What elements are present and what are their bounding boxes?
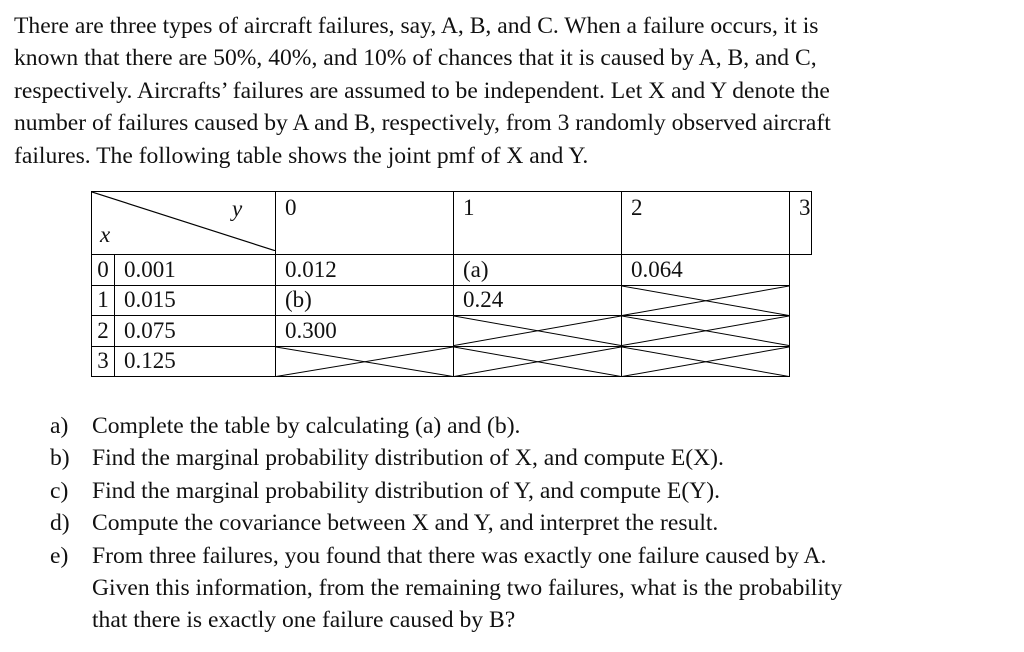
- column-header: 3: [790, 192, 812, 255]
- question-text: Find the marginal probability distribution of Y, and compute E(Y).: [92, 477, 720, 504]
- question-text: From three failures, you found that there was exactly one failure caused by A.: [92, 542, 827, 569]
- row-header: 0: [92, 255, 115, 286]
- question-text: Given this information, from the remaining two failures, what is the probability: [92, 575, 843, 602]
- y-variable-label: y: [232, 196, 243, 221]
- table-cell: 0.075: [115, 316, 276, 347]
- question-text: Find the marginal probability distribution of X, and compute E(X).: [92, 445, 724, 472]
- table-row: [92, 346, 812, 377]
- crossed-out-cell: [454, 346, 622, 377]
- table-corner-cell: [92, 192, 276, 255]
- table-cell: 0.012: [276, 255, 454, 286]
- question-label: e): [50, 542, 69, 569]
- question-item: [50, 540, 1000, 637]
- crossed-out-cell: [622, 285, 790, 316]
- question-text: Compute the covariance between X and Y, and interpret the result.: [92, 510, 719, 537]
- intro-line: known that there are 50%, 40%, and 10% of chances that it is caused by A, B, and C,: [14, 45, 817, 72]
- table-cell: 0.300: [276, 316, 454, 347]
- x-variable-label: x: [100, 222, 111, 247]
- corner-diagonal: [92, 192, 276, 251]
- intro-line: respectively. Aircrafts’ failures are assumed to be independent. Let X and Y denote the: [14, 77, 830, 104]
- joint-pmf-table: [91, 191, 812, 377]
- table-header-row: [92, 192, 812, 255]
- question-item: [50, 442, 1000, 474]
- table-row: [92, 316, 812, 347]
- table-row: [92, 255, 812, 286]
- question-text: that there is exactly one failure caused by B?: [92, 607, 516, 634]
- table-cell: (a): [454, 255, 622, 286]
- table-row: [92, 285, 812, 316]
- crossed-out-cell: [622, 316, 790, 347]
- crossed-out-cell: [622, 346, 790, 377]
- question-item: [50, 507, 1000, 539]
- column-header: 1: [454, 192, 622, 255]
- crossed-out-cell: [454, 316, 622, 347]
- intro-line: There are three types of aircraft failures, say, A, B, and C. When a failure occurs, it is: [14, 13, 819, 39]
- table-cell: 0.015: [115, 285, 276, 316]
- question-text: Complete the table by calculating (a) and (b).: [92, 413, 521, 439]
- table-cell: 0.001: [115, 255, 276, 286]
- row-header: 1: [92, 285, 115, 316]
- question-item: [50, 475, 1000, 507]
- question-list: [50, 410, 1000, 637]
- column-header: 2: [622, 192, 790, 255]
- intro-line: failures. The following table shows the joint pmf of X and Y.: [14, 142, 589, 169]
- crossed-out-cell: [276, 346, 454, 377]
- column-header: 0: [276, 192, 454, 255]
- question-label: a): [50, 413, 69, 439]
- problem-statement: [14, 10, 1014, 172]
- question-label: d): [50, 510, 70, 537]
- question-label: c): [50, 477, 69, 504]
- intro-line: number of failures caused by A and B, respectively, from 3 randomly observed aircraft: [14, 110, 831, 137]
- table-cell: 0.24: [454, 285, 622, 316]
- row-header: 3: [92, 346, 115, 377]
- question-label: b): [50, 445, 70, 472]
- table-cell: 0.125: [115, 346, 276, 377]
- table-cell: 0.064: [622, 255, 790, 286]
- table-cell: (b): [276, 285, 454, 316]
- row-header: 2: [92, 316, 115, 347]
- question-item: [50, 410, 1000, 442]
